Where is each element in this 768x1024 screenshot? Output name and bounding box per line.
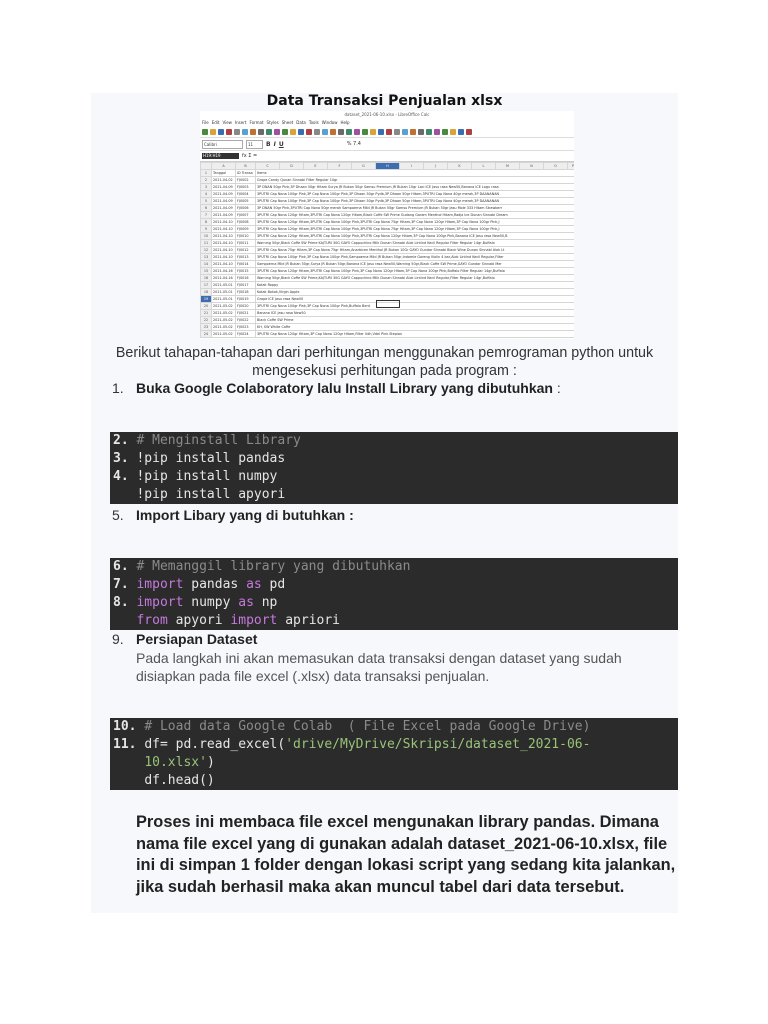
code-token: 10.xlsx' [144, 755, 207, 770]
toolbar-icon[interactable] [434, 129, 440, 135]
toolbar-icon[interactable] [298, 129, 304, 135]
spreadsheet-grid [200, 162, 574, 338]
row-number[interactable]: 13 [201, 254, 212, 261]
cell-tanggal[interactable]: 2021-04-10 [212, 254, 236, 261]
column-header[interactable]: G [352, 163, 376, 170]
column-header[interactable]: K [448, 163, 472, 170]
line-number: 11. [113, 737, 145, 752]
spreadsheet-screenshot [200, 111, 574, 339]
toolbar-icon[interactable] [274, 129, 280, 135]
menu-item-insert[interactable]: Insert [234, 120, 247, 125]
toolbar-icon[interactable] [418, 129, 424, 135]
toolbar-icon[interactable] [210, 129, 216, 135]
cell-tanggal[interactable]: 2021-04-09 [212, 205, 236, 212]
menu-item-view[interactable]: View [222, 120, 232, 125]
bold-button[interactable]: B [266, 140, 271, 148]
toolbar-icon[interactable] [306, 129, 312, 135]
code-line [110, 468, 678, 486]
row-number[interactable]: 6 [201, 205, 212, 212]
line-number [113, 755, 144, 770]
row-number[interactable]: 16 [201, 275, 212, 282]
cell-items[interactable]: 3PUTRI Cap Nona 100gr Pink,3P Cap Nona 100gr Pink,Buffalo Bent [256, 303, 575, 310]
table-row [201, 289, 575, 296]
cell-tanggal[interactable]: 2021-04-09 [212, 198, 236, 205]
table-row [201, 310, 575, 317]
toolbar-icon[interactable] [466, 129, 472, 135]
toolbar-icon[interactable] [314, 129, 320, 135]
step-number: 9. [112, 631, 124, 647]
code-token: numpy [183, 595, 239, 610]
cell-items[interactable]: 3P DNAN 50gr Pink,3PUTRI Cap Nona 50gr merah Sampoerna Mild JR Bukan 50gr Samsu Premium JR Bukan 50gr Jasu Mole 333 Hitam Strawberr [256, 205, 575, 212]
cell-items[interactable]: 3PUTRI Cap Nona 120gr Hitam,3PUTRI Cap Nona 120gr Hitam,Black Coffe SW Prime Gudang Garam Menthol Hitam,Radja Ice Dunan Sinnabi Dream [256, 212, 575, 219]
code-token: # Load data Google Colab ( File Excel pada Google Drive) [144, 719, 591, 734]
cell-id[interactable]: FJ0006 [236, 205, 256, 212]
step-title: Persiapan Dataset [136, 631, 258, 647]
summary-text: Proses ini membaca file excel mengunakan library pandas. Dimana nama file excel yang di gunakan adalah dataset_2021-06-10.xlsx, file ini di simpan 1 folder dengan lokasi script yang sedang kita jalankan, jika sudah berhasil maka akan muncul tabel dari data tersebut. [136, 813, 676, 896]
row-number[interactable]: 4 [201, 191, 212, 198]
cell-items[interactable]: KH, SW White Coffe [256, 324, 575, 331]
cell-tanggal[interactable]: 2021-04-02 [212, 177, 236, 184]
toolbar-icon[interactable] [218, 129, 224, 135]
toolbar-icon[interactable] [338, 129, 344, 135]
step-description: Pada langkah ini akan memasukan data transaksi dengan dataset yang sudah disiapkan pada file excel (.xlsx) data transaksi penjualan. [136, 650, 622, 684]
menu-item-sheet[interactable]: Sheet [281, 120, 294, 125]
code-line [110, 754, 678, 772]
code-token: import [136, 595, 184, 610]
row-number[interactable]: 12 [201, 247, 212, 254]
cell-id[interactable]: FJ0009 [236, 226, 256, 233]
table-row [201, 324, 575, 331]
code-token: !pip install pandas [136, 451, 286, 466]
line-number [113, 613, 136, 628]
step-9 [112, 630, 257, 648]
line-number: 7. [113, 577, 137, 592]
cell-tanggal[interactable]: 2021-05-02 [212, 303, 236, 310]
cell-tanggal[interactable]: 2021-04-10 [212, 247, 236, 254]
cell-tanggal[interactable]: 2021-05-02 [212, 324, 236, 331]
table-row [201, 219, 575, 226]
code-line [110, 718, 678, 736]
menu-item-format[interactable]: Format [249, 120, 264, 125]
table-row [201, 205, 575, 212]
toolbar-icon[interactable] [266, 129, 272, 135]
column-header[interactable] [201, 163, 212, 170]
code-token: !pip install apyori [136, 487, 286, 502]
cell-tanggal[interactable]: 2021-05-01 [212, 289, 236, 296]
cell-id[interactable]: FJ0022 [236, 317, 256, 324]
toolbar-icon[interactable] [290, 129, 296, 135]
cell-items[interactable]: Kotak Bokok,Virgin Apple [256, 289, 575, 296]
table-row [201, 261, 575, 268]
table-row [201, 282, 575, 289]
cell-id[interactable]: ID Transa [236, 170, 256, 177]
code-token: import [230, 613, 278, 628]
table-row [201, 254, 575, 261]
row-number[interactable]: 5 [201, 198, 212, 205]
toolbar-icon[interactable] [362, 129, 368, 135]
line-number: 10. [113, 719, 145, 734]
cell-id[interactable]: FJ0018 [236, 289, 256, 296]
formula-icons: fx Σ = [242, 153, 258, 159]
column-header[interactable]: H [376, 163, 400, 170]
cell-tanggal[interactable]: 2021-04-10 [212, 219, 236, 226]
cell-id[interactable]: FJ0020 [236, 303, 256, 310]
page-title: Data Transaksi Penjualan xlsx [266, 93, 503, 109]
formula-bar [200, 151, 574, 162]
toolbar-icon[interactable] [346, 129, 352, 135]
step-title: Buka Google Colaboratory lalu Install Library yang dibutuhkan [136, 380, 553, 396]
toolbar-icon[interactable] [226, 129, 232, 135]
column-header[interactable]: P [568, 163, 575, 170]
cell-items[interactable]: 3PUTRI Cap Nona 100gr Pink,3P Cap Nona 100gr Pink,3P Dhaan 50gr Pydb,3P Dhaan 50gr Hitam,3PUTRI Cap Nona 40gr merah,3P DAANANAN [256, 191, 575, 198]
cell-cursor [376, 300, 400, 308]
cell-items[interactable]: 3PUTRI Cap Nona 120gr Hitam,3PUTRI Cap Nona 100gr Pink,3PUTRI Cap Nona 120gr Hitam,3P Cap Nona 100gr Pink,Banana ICE Jasu rasa New50,B [256, 233, 575, 240]
toolbar-icon[interactable] [258, 129, 264, 135]
code-line [110, 736, 678, 754]
row-number[interactable]: 15 [201, 268, 212, 275]
step-title: Import Libary yang di butuhkan : [136, 507, 354, 523]
column-header[interactable]: C [256, 163, 280, 170]
toolbar-icon[interactable] [442, 129, 448, 135]
font-size-box[interactable]: 11 [246, 140, 263, 149]
code-token: ) [206, 755, 215, 770]
cell-id[interactable]: FJ0023 [236, 324, 256, 331]
code-token: pandas [183, 577, 247, 592]
intro-text: Berikut tahapan-tahapan dari perhitungan menggunakan pemrograman python untuk mengesekusi perhitungan pada program : [115, 345, 654, 379]
step-number: 1. [112, 380, 124, 396]
font-name-box[interactable]: Calibri [202, 140, 243, 149]
row-number[interactable]: 1 [201, 170, 212, 177]
code-block-load-data[interactable] [110, 718, 678, 790]
cell-items[interactable]: 3PUTRI Cap Nona 100gr Pink,3P Cap Nona 100gr Pink,3P Dhaan 50gr Pydb,3P Dhaan 50gr Hitam,3PUTRI Cap Nona 40gr merah,3P DAANANAN [256, 198, 575, 205]
line-number: 3. [113, 451, 137, 466]
row-number[interactable]: 10 [201, 233, 212, 240]
menu-item-styles[interactable]: Styles [266, 120, 279, 125]
table-row [201, 212, 575, 219]
menu-item-window[interactable]: Window [321, 120, 338, 125]
table-row [201, 226, 575, 233]
row-number[interactable]: 21 [201, 310, 212, 317]
code-token: apriori [277, 613, 341, 628]
line-number: 2. [113, 433, 137, 448]
table-row [201, 247, 575, 254]
row-number[interactable]: 22 [201, 317, 212, 324]
cell-tanggal[interactable]: 2021-04-16 [212, 268, 236, 275]
cell-id[interactable]: FJ0014 [236, 261, 256, 268]
line-number: 8. [113, 595, 137, 610]
code-line [110, 772, 678, 790]
row-number[interactable]: 23 [201, 324, 212, 331]
table-row [201, 170, 575, 177]
step-1 [112, 379, 561, 397]
toolbar-icon[interactable] [242, 129, 248, 135]
table-row [201, 233, 575, 240]
cell-items[interactable]: 3PUTRI Cap Nona 100gr Pink,3P Cap Nona 100gr Pink,Sampoerna Mild JR Bukan 50gr,Indomie Goreng Violin 4 bar,Alok Lintind Kecil Regular,Filter [256, 254, 575, 261]
column-header[interactable]: L [472, 163, 496, 170]
column-header[interactable]: D [280, 163, 304, 170]
cell-items[interactable]: Black Coffe SW Prime [256, 317, 575, 324]
toolbar-icon[interactable] [250, 129, 256, 135]
code-line [110, 558, 678, 576]
toolbar-icon[interactable] [386, 129, 392, 135]
row-number[interactable]: 11 [201, 240, 212, 247]
table-row [201, 177, 575, 184]
cell-tanggal[interactable]: 2021-05-02 [212, 331, 236, 338]
percent-format[interactable]: % 7.4 [346, 141, 361, 147]
code-token: !pip install numpy [136, 469, 278, 484]
table-row [201, 198, 575, 205]
cell-id[interactable]: FJ0016 [236, 275, 256, 282]
code-line [110, 486, 678, 504]
column-header[interactable]: M [496, 163, 520, 170]
cell-tanggal[interactable]: 2021-04-10 [212, 240, 236, 247]
cell-id[interactable]: FJ0013 [236, 254, 256, 261]
cell-id[interactable]: FJ0024 [236, 331, 256, 338]
code-token: as [238, 595, 254, 610]
toolbar-icon[interactable] [450, 129, 456, 135]
menu-bar [200, 119, 574, 126]
cell-id[interactable]: FJ0015 [236, 268, 256, 275]
name-box[interactable]: H19:H19 [202, 153, 239, 159]
code-token: df.head() [144, 773, 215, 788]
row-number[interactable]: 7 [201, 212, 212, 219]
cell-id[interactable]: FJ0012 [236, 247, 256, 254]
cell-tanggal[interactable]: 2021-04-09 [212, 184, 236, 191]
cell-items[interactable]: Grape ICE Jasu rasa New50 [256, 296, 575, 303]
toolbar-icon[interactable] [370, 129, 376, 135]
cell-tanggal[interactable]: 2021-04-09 [212, 212, 236, 219]
menu-item-data[interactable]: Data [296, 120, 306, 125]
toolbar-icon[interactable] [202, 129, 208, 135]
column-header-row [201, 163, 575, 170]
row-number[interactable]: 20 [201, 303, 212, 310]
code-token: from [136, 613, 168, 628]
cell-items[interactable]: 3PUTRI Cap Nona 120gr Hitam,3P Cap Nona 120gr Hitam,Filter Vdh,Vdel Pink Stepian [256, 331, 575, 338]
cell-items[interactable]: 3PUTRI Cap Nona 75gr Hitam,3P Cap Nona 75gr Hitam,Anarbicen Menthol JR Bukan 10Gr GAYO Gundar Sinnabi Black Wine Dunan Sinnabi Alok Lt [256, 247, 575, 254]
line-number [113, 487, 136, 502]
code-line [110, 576, 678, 594]
cell-id[interactable]: FJ0011 [236, 240, 256, 247]
table-row [201, 317, 575, 324]
cell-tanggal[interactable]: Tanggal [212, 170, 236, 177]
formatting-toolbar [200, 138, 574, 151]
underline-button[interactable]: U [278, 140, 284, 148]
cell-tanggal[interactable]: 2021-05-01 [212, 296, 236, 303]
toolbar-icon[interactable] [378, 129, 384, 135]
cell-items[interactable]: Grape Candy Qunan Sinnabi Filter Regular 10gr [256, 177, 575, 184]
code-token: pd [261, 577, 286, 592]
standard-toolbar [200, 126, 574, 138]
row-number[interactable]: 24 [201, 331, 212, 338]
step-5 [112, 506, 354, 524]
column-header[interactable]: J [424, 163, 448, 170]
cell-items[interactable]: Items [256, 170, 575, 177]
row-number[interactable]: 14 [201, 261, 212, 268]
toolbar-icon[interactable] [330, 129, 336, 135]
menu-item-help[interactable]: Help [340, 120, 350, 125]
cell-tanggal[interactable]: 2021-05-01 [212, 282, 236, 289]
row-number[interactable]: 17 [201, 282, 212, 289]
cell-id[interactable]: FJ0019 [236, 296, 256, 303]
step-suffix: : [552, 380, 561, 396]
cell-tanggal[interactable]: 2021-05-02 [212, 310, 236, 317]
line-number [113, 773, 144, 788]
cell-items[interactable]: 3P DNAN 50gr Pink,3P Dhaan 50gr Hitam Surya JR Bukan 50gr Samsu Premium JR Bukan 10gr Laci ICE Jasu rasa New50,Banana ICE Lagu rasa [256, 184, 575, 191]
cell-items[interactable]: Warning 50gr,Black Coffe SW Prime,KAJTURI 30G GAYO Cappuchino Milk Dunan Sinnabi Alok Lintind Kecil Regular,Filter Regular 14gr,Buffalo [256, 275, 575, 282]
code-token: df= pd.read_excel( [144, 737, 286, 752]
cell-id[interactable]: FJ0008 [236, 219, 256, 226]
line-number: 6. [113, 559, 137, 574]
table-row [201, 275, 575, 282]
menu-item-file[interactable]: File [202, 120, 209, 125]
cell-id[interactable]: FJ0003 [236, 184, 256, 191]
column-header[interactable]: F [328, 163, 352, 170]
table-row [201, 331, 575, 338]
code-line [110, 612, 678, 630]
toolbar-icon[interactable] [354, 129, 360, 135]
cell-tanggal[interactable]: 2021-04-16 [212, 275, 236, 282]
toolbar-icon[interactable] [394, 129, 400, 135]
cell-items[interactable]: Banana ICE Jasu rasa New50 [256, 310, 575, 317]
toolbar-icon[interactable] [410, 129, 416, 135]
cell-id[interactable]: FJ0007 [236, 212, 256, 219]
cell-items[interactable]: Kotak Roppy [256, 282, 575, 289]
cell-tanggal[interactable]: 2021-05-02 [212, 317, 236, 324]
cell-id[interactable]: FJ0017 [236, 282, 256, 289]
table-row [201, 240, 575, 247]
column-header[interactable]: E [304, 163, 328, 170]
column-header[interactable]: N [520, 163, 544, 170]
row-number[interactable]: 2 [201, 177, 212, 184]
toolbar-icon[interactable] [402, 129, 408, 135]
code-line [110, 432, 678, 450]
cell-id[interactable]: FJ0021 [236, 310, 256, 317]
cell-id[interactable]: FJ0004 [236, 191, 256, 198]
row-number[interactable]: 8 [201, 219, 212, 226]
code-token: 'drive/MyDrive/Skripsi/dataset_2021-06- [285, 737, 591, 752]
row-number[interactable]: 3 [201, 184, 212, 191]
cell-tanggal[interactable]: 2021-04-10 [212, 226, 236, 233]
code-token: np [253, 595, 278, 610]
line-number: 4. [113, 469, 137, 484]
cell-id[interactable]: FJ0010 [236, 233, 256, 240]
cell-items[interactable]: Sampoerna Mild JR Bukan 50gr,Surya JR Bukan 50gr,Banana ICE Jasu rasa New50,Warning 50gr,Black Coffe SW Prime,GAYO Gundar Sinnabi Mer [256, 261, 575, 268]
cell-id[interactable]: FJ0002 [236, 177, 256, 184]
menu-item-edit[interactable]: Edit [211, 120, 220, 125]
cell-tanggal[interactable]: 2021-04-10 [212, 233, 236, 240]
code-token: # Menginstall Library [136, 433, 301, 448]
column-header[interactable]: A [212, 163, 236, 170]
cell-id[interactable]: FJ0005 [236, 198, 256, 205]
column-header[interactable]: B [236, 163, 256, 170]
row-number[interactable]: 9 [201, 226, 212, 233]
toolbar-icon[interactable] [234, 129, 240, 135]
table-row [201, 268, 575, 275]
row-number[interactable]: 18 [201, 289, 212, 296]
code-token: import [136, 577, 184, 592]
cell-tanggal[interactable]: 2021-04-09 [212, 191, 236, 198]
menu-item-tools[interactable]: Tools [308, 120, 319, 125]
toolbar-icon[interactable] [322, 129, 328, 135]
cell-tanggal[interactable]: 2021-04-10 [212, 261, 236, 268]
column-header[interactable]: O [544, 163, 568, 170]
code-block-install[interactable] [110, 432, 678, 504]
code-token: # Memanggil library yang dibutuhkan [136, 559, 411, 574]
italic-button[interactable]: I [273, 140, 276, 148]
code-token: as [246, 577, 262, 592]
cell-items[interactable]: 3PUTRI Cap Nona 120gr Hitam,3PUTRI Cap Nona 100gr Pink,3PUTRI Cap Nona 75gr Hitam,3P Cap Nona 120gr Hitam,3P Cap Nona 100gr Pink,J [256, 226, 575, 233]
column-header[interactable]: I [400, 163, 424, 170]
row-number[interactable]: 19 [201, 296, 212, 303]
code-block-import[interactable] [110, 558, 678, 630]
toolbar-icon[interactable] [282, 129, 288, 135]
code-line [110, 450, 678, 468]
step-number: 5. [112, 507, 124, 523]
cell-items[interactable]: 3PUTRI Cap Nona 120gr Hitam,3PUTRI Cap Nona 100gr Pink,3P Cap Nona 120gr Hitam,3P Cap Nona 100gr Pink,Buffalo Filter Regular 14gr,Buffalo [256, 268, 575, 275]
table-row [201, 191, 575, 198]
code-line [110, 594, 678, 612]
toolbar-icon[interactable] [426, 129, 432, 135]
toolbar-icon[interactable] [458, 129, 464, 135]
cell-items[interactable]: Warning 50gr,Black Coffe SW Prime KAJTURI 30G GAYO Cappuchino Milk Dunan Sinnabi Alok Lintind Kecil Regular Filter Regular 14gr,Buffalo [256, 240, 575, 247]
cell-items[interactable]: 3PUTRI Cap Nona 120gr Hitam,3PUTRI Cap Nona 100gr Pink,3PUTRI Cap Nona 75gr Hitam,3P Cap Nona 120gr Hitam,3P Cap Nona 100gr Pink,J [256, 219, 575, 226]
code-token: apyori [167, 613, 231, 628]
table-row [201, 184, 575, 191]
window-title: dataset_2021-06-10.xlsx - LibreOffice Calc [344, 112, 430, 117]
